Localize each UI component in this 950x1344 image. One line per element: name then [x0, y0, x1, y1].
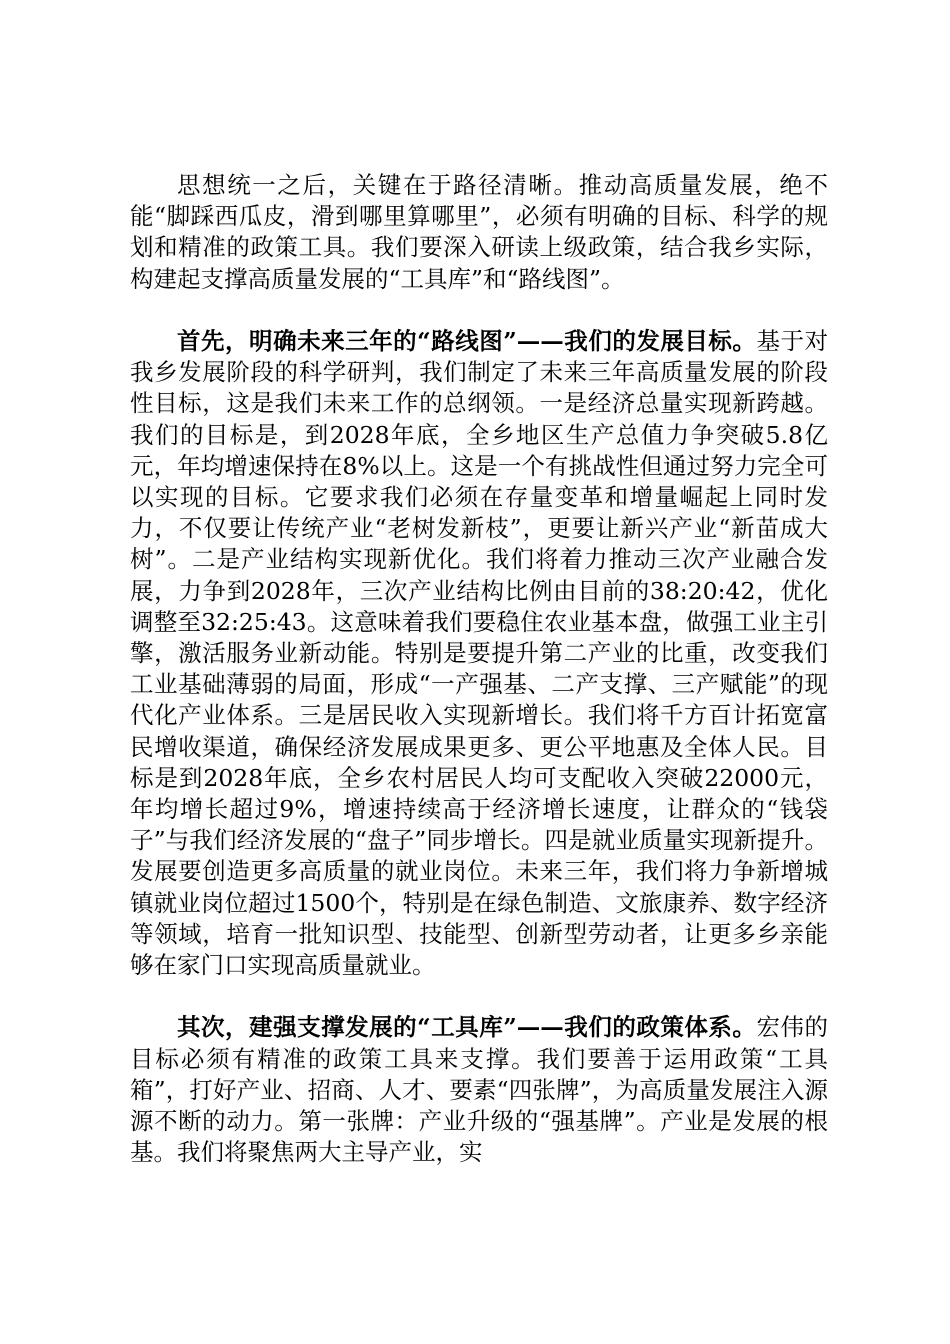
paragraph-lead: 首先，明确未来三年的“路线图”——我们的发展目标。 — [177, 327, 757, 355]
document-body — [130, 170, 828, 1200]
paragraph-path-clarity — [130, 170, 828, 295]
paragraph-text: 基于对我乡发展阶段的科学研判，我们制定了未来三年高质量发展的阶段性目标，这是我们未来工作的总纲领。一是经济总量实现新跨越。我们的目标是，到2028年底，全乡地区生产总值力争突破5.8亿元，年均增速保持在8%以上。这是一个有挑战性但通过努力完全可以实现的目标。它要求我们必须在存量变革和增量崛起上同时发力，不仅要让传统产业“老树发新枝”，更要让新兴产业“新苗成大树”。二是产业结构实现新优化。我们将着力推动三次产业融合发展，力争到2028年，三次产业结构比例由目前的38:20:42，优化调整至32:25:43。这意味着我们要稳住农业基本盘，做强工业主引擎，激活服务业新动能。特别是要提升第二产业的比重，改变我们工业基础薄弱的局面，形成“一产强基、二产支撑、三产赋能”的现代化产业体系。三是居民收入实现新增长。我们将千方百计拓宽富民增收渠道，确保经济发展成果更多、更公平地惠及全体人民。目标是到2028年底，全乡农村居民人均可支配收入突破22000元，年均增长超过9%，增速持续高于经济增长速度，让群众的“钱袋子”与我们经济发展的“盘子”同步增长。四是就业质量实现新提升。发展要创造更多高质量的就业岗位。未来三年，我们将力争新增城镇就业岗位超过1500个，特别是在绿色制造、文旅康养、数字经济等领域，培育一批知识型、技能型、创新型劳动者，让更多乡亲能够在家门口实现高质量就业。 — [130, 327, 828, 980]
paragraph-lead: 其次，建强支撑发展的“工具库”——我们的政策体系。 — [177, 1013, 757, 1042]
paragraph-roadmap-goals — [130, 326, 828, 981]
paragraph-text: 宏伟的目标必须有精准的政策工具来支撑。我们要善于运用政策“工具箱”，打好产业、招商、人才、要素“四张牌”，为高质量发展注入源源不断的动力。第一张牌：产业升级的“强基牌”。产业是发展的根基。我们将聚焦两大主导产业，实 — [130, 1013, 828, 1167]
paragraph-policy-toolkit — [130, 1012, 828, 1168]
paragraph-text: 思想统一之后，关键在于路径清晰。推动高质量发展，绝不能“脚踩西瓜皮，滑到哪里算哪里”，必须有明确的目标、科学的规划和精准的政策工具。我们要深入研读上级政策，结合我乡实际，构建起支撑高质量发展的“工具库”和“路线图”。 — [130, 171, 828, 293]
